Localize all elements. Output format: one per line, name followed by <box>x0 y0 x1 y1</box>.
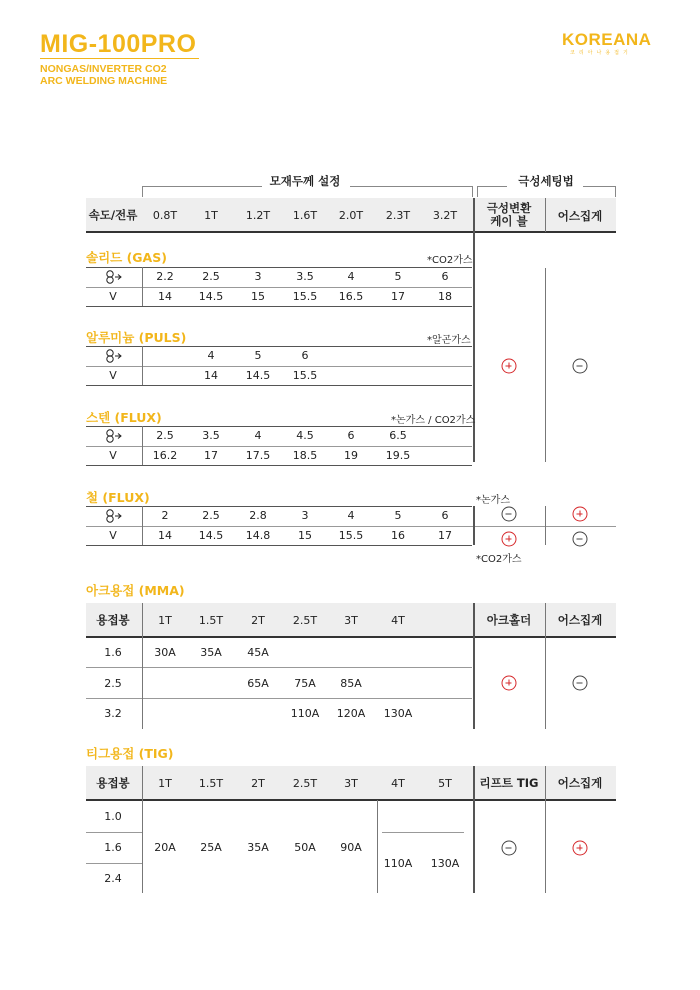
tig-earth-plus-icon <box>573 841 588 856</box>
mma-cell: 30A <box>154 646 176 659</box>
mig-thickness-4: 2.0T <box>338 209 364 222</box>
volt-label: V <box>109 449 117 462</box>
wire-feed-icon <box>102 270 124 284</box>
row-rule <box>86 667 472 668</box>
steel-volt-3: 15 <box>298 529 312 542</box>
tig-rod-1-0: 1.0 <box>104 810 122 823</box>
solid-earth-minus-icon <box>573 359 588 374</box>
steel-volt-4: 15.5 <box>338 529 364 542</box>
mma-thickness-3: 2.5T <box>292 614 318 627</box>
tig-thickness-5: 4T <box>391 777 405 790</box>
row-rule <box>86 526 616 527</box>
subtitle-line-2: ARC WELDING MACHINE <box>40 75 168 87</box>
mma-cell: 65A <box>247 677 269 690</box>
steel-speed-1: 2.5 <box>202 509 220 522</box>
mma-holder-plus-icon <box>502 676 517 691</box>
mma-title: 아크용접 (MMA) <box>86 583 185 598</box>
steel-title: 철 (FLUX) <box>86 490 150 505</box>
solid-volt-2: 15 <box>251 290 265 303</box>
mma-thickness-5: 4T <box>391 614 405 627</box>
mig-header-first: 속도/전류 <box>88 208 138 222</box>
solid-speed-4: 4 <box>347 270 355 283</box>
mma-cell: 45A <box>247 646 269 659</box>
group-thickness-label: 모재두께 설정 <box>269 174 341 188</box>
bracket-polarity-left <box>477 186 507 187</box>
tig-divider <box>545 766 546 893</box>
stainless-volt-2: 17.5 <box>245 449 271 462</box>
mig-thickness-5: 2.3T <box>385 209 411 222</box>
tig-merge-divider <box>377 800 378 893</box>
tig-rod-2-4: 2.4 <box>104 872 122 885</box>
steel-note-nongas: *논가스 <box>476 495 510 506</box>
aluminum-note: *알곤가스 <box>427 335 471 346</box>
mig-polarity-col2: 어스집게 <box>557 209 603 223</box>
steel-volt-6: 17 <box>438 529 452 542</box>
aluminum-speed-1: 4 <box>207 349 215 362</box>
steel-nongas-cable-minus-icon <box>502 507 517 522</box>
tig-divider <box>473 766 475 893</box>
row-rule <box>86 426 472 427</box>
mma-divider <box>142 603 143 637</box>
tig-thickness-3: 2.5T <box>292 777 318 790</box>
tig-col-torch: 리프트 TIG <box>479 776 539 790</box>
steel-co2-earth-minus-icon <box>573 532 588 547</box>
stainless-volt-1: 17 <box>204 449 218 462</box>
row-rule <box>86 446 472 447</box>
mma-thickness-0: 1T <box>158 614 172 627</box>
stainless-note: *논가스 / CO2가스 <box>391 415 476 426</box>
wire-feed-icon <box>102 509 124 523</box>
mma-header-rule <box>86 636 616 638</box>
mma-thickness-2: 2T <box>251 614 265 627</box>
mma-cell: 85A <box>340 677 362 690</box>
mma-thickness-4: 3T <box>344 614 358 627</box>
aluminum-title: 알루미늄 (PULS) <box>86 330 187 345</box>
row-rule <box>86 465 472 466</box>
mma-label-divider <box>142 637 143 729</box>
tig-header-first: 용접봉 <box>96 776 130 790</box>
aluminum-volt-2: 14.5 <box>245 369 271 382</box>
group-polarity-label: 극성세팅법 <box>518 174 574 188</box>
solid-volt-0: 14 <box>158 290 172 303</box>
bracket-tick <box>615 186 616 197</box>
label-divider <box>142 267 143 306</box>
solid-volt-3: 15.5 <box>292 290 318 303</box>
model-subtitle <box>40 63 167 87</box>
tig-thickness-0: 1T <box>158 777 172 790</box>
steel-divider <box>545 506 546 545</box>
tig-cell: 25A <box>200 841 222 854</box>
mig-polarity-col1-line1: 극성변환 <box>486 201 532 215</box>
row-rule <box>86 267 472 268</box>
row-rule <box>86 545 472 546</box>
mig-divider <box>545 198 546 232</box>
stainless-speed-4: 6 <box>347 429 355 442</box>
row-rule <box>86 287 472 288</box>
steel-note-co2: *CO2가스 <box>476 554 522 565</box>
wire-feed-icon <box>102 349 124 363</box>
solid-volt-4: 16.5 <box>338 290 364 303</box>
bracket-tick <box>472 186 473 197</box>
stainless-volt-4: 19 <box>344 449 358 462</box>
mma-rod-1-6: 1.6 <box>104 646 122 659</box>
row-rule <box>86 385 472 386</box>
row-rule <box>86 306 472 307</box>
stainless-speed-5: 6.5 <box>389 429 407 442</box>
row-rule <box>382 832 464 833</box>
bracket-thickness-left <box>142 186 262 187</box>
title-underline <box>40 58 199 59</box>
subtitle-line-1: NONGAS/INVERTER CO2 <box>40 63 167 75</box>
label-divider <box>142 426 143 465</box>
row-rule <box>86 863 142 864</box>
tig-cell: 110A <box>383 857 413 870</box>
mig-thickness-1: 1T <box>204 209 218 222</box>
volt-label: V <box>109 290 117 303</box>
stainless-title: 스텐 (FLUX) <box>86 410 162 425</box>
stainless-volt-5: 19.5 <box>385 449 411 462</box>
mma-cell: 130A <box>383 707 413 720</box>
stainless-speed-2: 4 <box>254 429 262 442</box>
bracket-tick <box>477 186 478 197</box>
wire-feed-icon <box>102 429 124 443</box>
steel-speed-6: 6 <box>441 509 449 522</box>
row-rule <box>86 366 472 367</box>
tig-cell: 20A <box>154 841 176 854</box>
tig-cell: 35A <box>247 841 269 854</box>
tig-torch-minus-icon <box>502 841 517 856</box>
solid-volt-6: 18 <box>438 290 452 303</box>
tig-col-earth: 어스집게 <box>557 776 603 790</box>
mma-header-first: 용접봉 <box>96 613 130 627</box>
mig-header-rule <box>86 231 616 233</box>
mma-earth-minus-icon <box>573 676 588 691</box>
mma-col-holder: 아크홀더 <box>486 613 532 627</box>
model-title: MIG-100PRO <box>40 30 197 58</box>
bracket-tick <box>142 186 143 197</box>
mma-cell: 35A <box>200 646 222 659</box>
tig-divider <box>142 766 143 800</box>
tig-cell: 130A <box>430 857 460 870</box>
mma-cell: 110A <box>290 707 320 720</box>
solid-speed-3: 3.5 <box>296 270 314 283</box>
solid-volt-1: 14.5 <box>198 290 224 303</box>
tig-title: 티그용접 (TIG) <box>86 746 174 761</box>
tig-cell: 50A <box>294 841 316 854</box>
row-rule <box>86 506 472 507</box>
aluminum-speed-2: 5 <box>254 349 262 362</box>
solid-title: 솔리드 (GAS) <box>86 250 167 265</box>
tig-thickness-4: 3T <box>344 777 358 790</box>
steel-speed-5: 5 <box>394 509 402 522</box>
mig-thickness-3: 1.6T <box>292 209 318 222</box>
mma-cell: 75A <box>294 677 316 690</box>
solid-speed-2: 3 <box>254 270 262 283</box>
steel-divider <box>473 506 475 545</box>
mma-divider <box>545 603 546 729</box>
mma-rod-2-5: 2.5 <box>104 677 122 690</box>
bracket-polarity-right <box>583 186 615 187</box>
aluminum-volt-3: 15.5 <box>292 369 318 382</box>
label-divider <box>142 346 143 385</box>
row-rule <box>86 832 142 833</box>
steel-speed-4: 4 <box>347 509 355 522</box>
stainless-speed-1: 3.5 <box>202 429 220 442</box>
solid-speed-6: 6 <box>441 270 449 283</box>
solid-note: *CO2가스 <box>427 255 473 266</box>
tig-rod-1-6: 1.6 <box>104 841 122 854</box>
steel-speed-2: 2.8 <box>249 509 267 522</box>
brand-logo: KOREANA <box>562 30 652 49</box>
tig-thickness-2: 2T <box>251 777 265 790</box>
tig-label-divider <box>142 800 143 893</box>
aluminum-volt-1: 14 <box>204 369 218 382</box>
mig-thickness-6: 3.2T <box>432 209 458 222</box>
aluminum-speed-3: 6 <box>301 349 309 362</box>
tig-cell: 90A <box>340 841 362 854</box>
mma-cell: 120A <box>336 707 366 720</box>
bracket-thickness-right <box>350 186 472 187</box>
mma-col-earth: 어스집게 <box>557 613 603 627</box>
volt-label: V <box>109 369 117 382</box>
brand-logo-sub: 코리아나용접기 <box>570 50 632 56</box>
solid-speed-5: 5 <box>394 270 402 283</box>
label-divider <box>142 506 143 545</box>
steel-volt-0: 14 <box>158 529 172 542</box>
steel-volt-5: 16 <box>391 529 405 542</box>
mma-divider <box>473 603 475 729</box>
stainless-speed-3: 4.5 <box>296 429 314 442</box>
solid-speed-0: 2.2 <box>156 270 174 283</box>
stainless-volt-0: 16.2 <box>152 449 178 462</box>
steel-nongas-earth-plus-icon <box>573 507 588 522</box>
tig-thickness-6: 5T <box>438 777 452 790</box>
mig-polarity-divider <box>545 268 546 462</box>
row-rule <box>86 346 472 347</box>
steel-speed-0: 2 <box>161 509 169 522</box>
mig-polarity-col1-line2: 케이 블 <box>490 214 528 228</box>
steel-speed-3: 3 <box>301 509 309 522</box>
row-rule <box>86 698 472 699</box>
mma-rod-3-2: 3.2 <box>104 707 122 720</box>
solid-speed-1: 2.5 <box>202 270 220 283</box>
solid-volt-5: 17 <box>391 290 405 303</box>
stainless-volt-3: 18.5 <box>292 449 318 462</box>
mig-thickness-0: 0.8T <box>152 209 178 222</box>
stainless-speed-0: 2.5 <box>156 429 174 442</box>
mig-thickness-2: 1.2T <box>245 209 271 222</box>
tig-thickness-1: 1.5T <box>198 777 224 790</box>
volt-label: V <box>109 529 117 542</box>
mma-thickness-1: 1.5T <box>198 614 224 627</box>
steel-volt-2: 14.8 <box>245 529 271 542</box>
tig-header-rule <box>86 799 616 801</box>
solid-polarity-cable-plus-icon <box>502 359 517 374</box>
steel-co2-cable-plus-icon <box>502 532 517 547</box>
steel-volt-1: 14.5 <box>198 529 224 542</box>
